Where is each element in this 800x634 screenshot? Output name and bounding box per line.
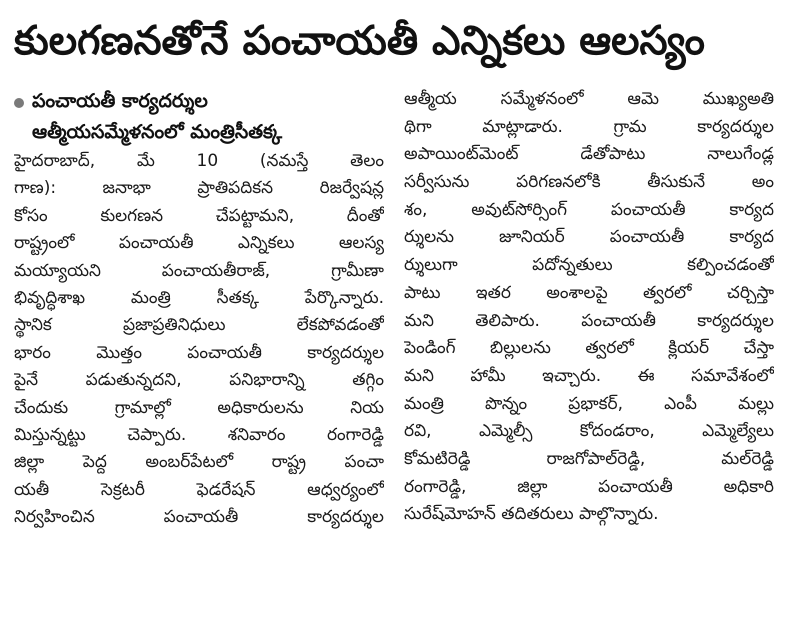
body-line: సురేష్‌మోహన్ తదితరులు పాల్గొన్నారు. xyxy=(404,504,659,525)
body-line: కోమటిరెడ్డి రాజగోపాల్‌రెడ్డి, మల్‌రెడ్డి xyxy=(404,448,774,469)
body-line: ఆత్మీయ సమ్మేళనంలో ఆమె ముఖ్యఅతి xyxy=(404,89,774,109)
body-line: జిల్లా పెద్ద అంబర్‌పేటలో రాష్ట్ర పంచా xyxy=(14,452,384,473)
body-line: రంగారెడ్డి, జిల్లా పంచాయతీ అధికారి xyxy=(404,476,774,497)
body-line: కోసం కులగణన చేపట్టామని, దీంతో xyxy=(14,205,384,226)
body-line: మిస్తున్నట్టు చెప్పారు. శనివారం రంగారెడ్డి xyxy=(14,424,384,445)
body-line: ర్శులుగా పదోన్నతులు కల్పించడంతో xyxy=(404,255,774,276)
body-line: థిగా మాట్లాడారు. గ్రామ కార్యదర్శుల xyxy=(404,116,774,137)
body-line: నిర్వహించిన పంచాయతీ కార్యదర్శుల xyxy=(14,507,384,528)
body-line: రవి, ఎమ్మెల్సీ కోదండరాం, ఎమ్మెల్యేలు xyxy=(404,421,774,442)
body-line: యతీ సెక్రటరీ ఫెడరేషన్ ఆధ్వర్యంలో xyxy=(14,479,384,500)
body-line: మంత్రి పొన్నం ప్రభాకర్, ఎంపీ మల్లు xyxy=(404,393,774,414)
body-line: ర్శులను జూనియర్ పంచాయతీ కార్యద xyxy=(404,227,774,248)
body-line: అపాయింట్‌మెంట్ డేతోపాటు నాలుగేండ్ల xyxy=(404,144,774,165)
subheading xyxy=(14,86,384,148)
body-line: మని హామీ ఇచ్చారు. ఈ సమావేశంలో xyxy=(404,365,774,386)
subheading-line: ఆత్మీయసమ్మేళనంలో మంత్రిసీతక్క xyxy=(32,121,283,143)
body-line: మని తెలిపారు. పంచాయతీ కార్యదర్శుల xyxy=(404,310,774,331)
bullet-icon xyxy=(14,98,24,108)
headline: కులగణనతోనే పంచాయతీ ఎన్నికలు ఆలస్యం xyxy=(14,18,705,64)
right-column xyxy=(404,86,774,529)
subheading-line: పంచాయతీ కార్యదర్శుల xyxy=(32,90,208,112)
left-column xyxy=(14,86,384,531)
body-line: హైదరాబాద్, మే 10 (నమస్తే తెలం xyxy=(14,151,384,171)
body-line: గాణ): జనాభా ప్రాతిపదికన రిజర్వేషన్ల xyxy=(14,178,384,199)
body-line: మయ్యాయని పంచాయతీరాజ్, గ్రామీణా xyxy=(14,260,384,281)
body-line: పాటు ఇతర అంశాలపై త్వరలో చర్చిస్తా xyxy=(404,282,774,303)
body-line: చేందుకు గ్రామాల్లో అధికారులను నియ xyxy=(14,397,384,418)
body-line: రాష్ట్రంలో పంచాయతీ ఎన్నికలు ఆలస్య xyxy=(14,233,384,254)
body-line: పెండింగ్ బిల్లులను త్వరలో క్లియర్ చేస్తా xyxy=(404,338,774,359)
body-line: భివృద్ధిశాఖ మంత్రి సీతక్క పేర్కొన్నారు. xyxy=(14,287,384,308)
body-line: పైనే పడుతున్నదని, పనిభారాన్ని తగ్గిం xyxy=(14,370,384,391)
body-line: స్థానిక ప్రజాప్రతినిధులు లేకపోవడంతో xyxy=(14,315,384,336)
body-line: సర్వీసును పరిగణనలోకి తీసుకునే అం xyxy=(404,172,774,193)
body-line: భారం మొత్తం పంచాయతీ కార్యదర్శుల xyxy=(14,342,384,363)
body-line: శం, అవుట్‌సోర్సింగ్ పంచాయతీ కార్యద xyxy=(404,199,774,220)
